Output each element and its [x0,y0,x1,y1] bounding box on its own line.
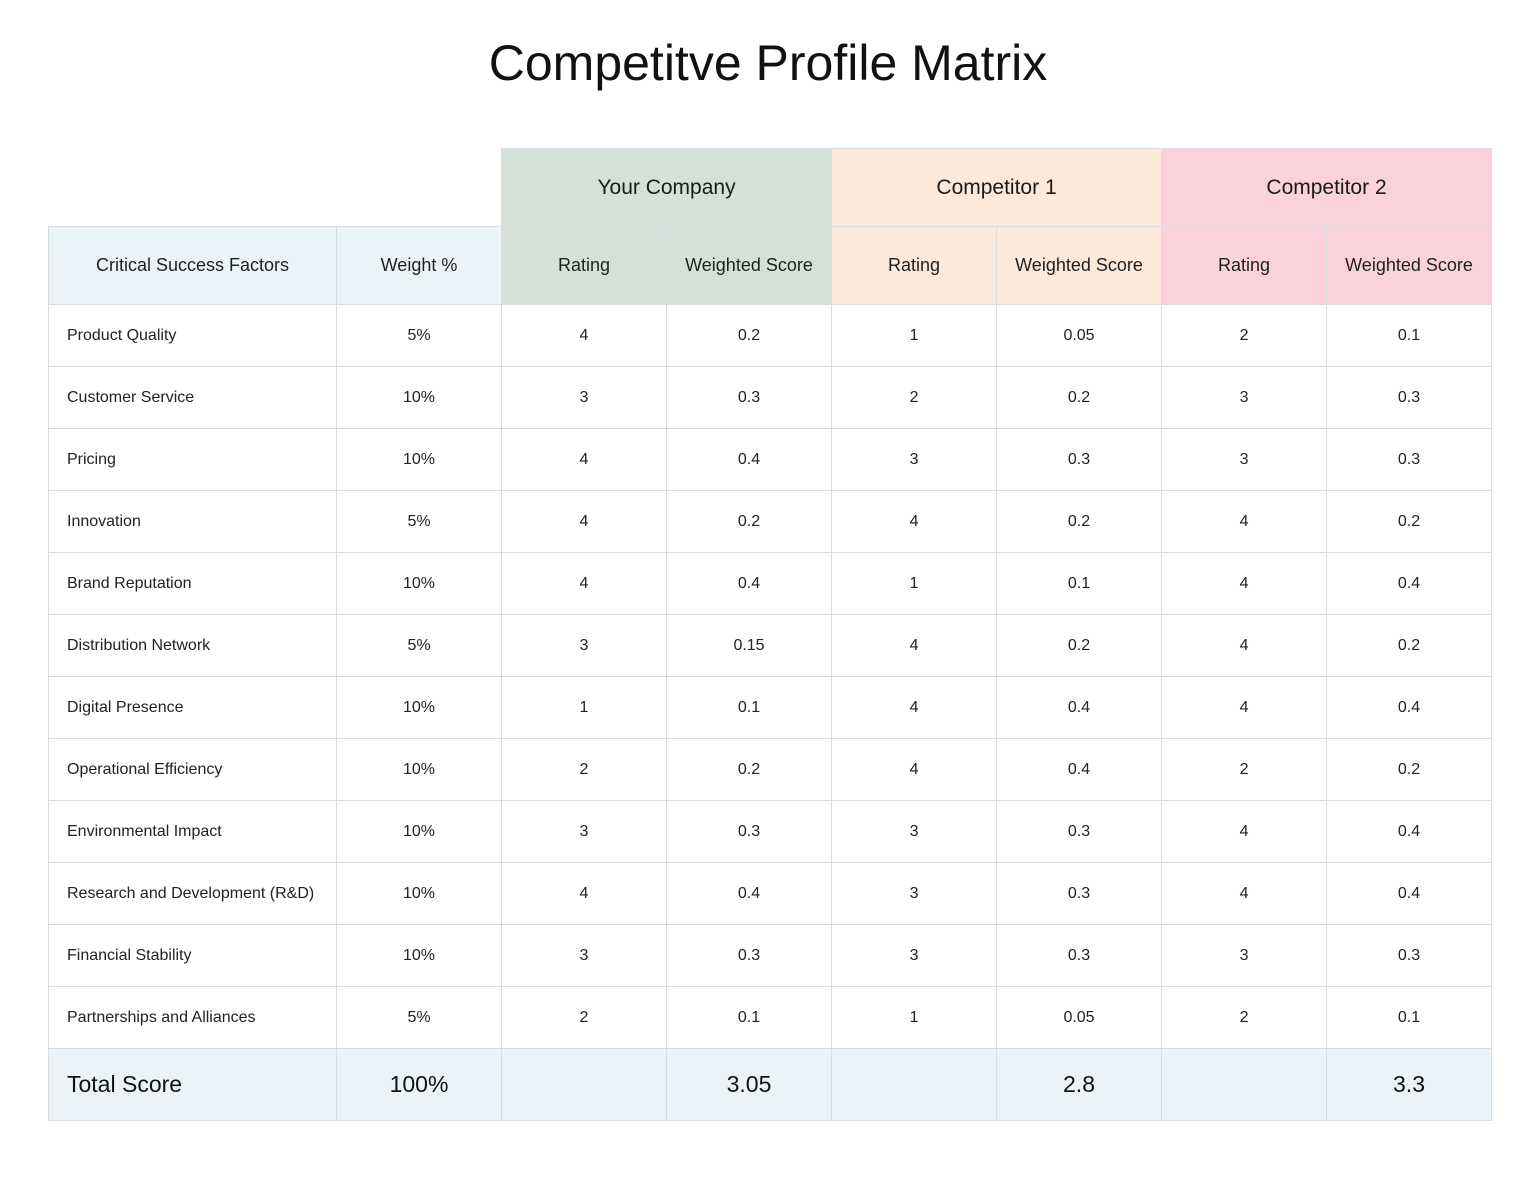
table-row [49,987,1492,1049]
cell-you-score: 0.2 [667,305,832,367]
cell-you-rating: 3 [502,925,667,987]
cell-c1-score: 0.3 [997,925,1162,987]
cell-c1-rating: 4 [832,615,997,677]
cell-you-rating: 4 [502,863,667,925]
cell-c1-score: 0.4 [997,677,1162,739]
table-row [49,615,1492,677]
cell-c2-rating: 4 [1162,863,1327,925]
cell-weight: 10% [337,801,502,863]
cell-weight: 10% [337,553,502,615]
cell-c2-score: 0.3 [1327,925,1492,987]
header-critical-success-factors: Critical Success Factors [49,227,337,305]
cell-c2-score: 0.4 [1327,801,1492,863]
cell-c1-score: 0.4 [997,739,1162,801]
cell-c2-score: 0.3 [1327,367,1492,429]
cell-you-rating: 3 [502,367,667,429]
cell-weight: 10% [337,677,502,739]
header-competitor-2-weighted-score: Weighted Score [1327,227,1492,305]
header-your-company-weighted-score: Weighted Score [667,227,832,305]
cell-c1-rating: 1 [832,987,997,1049]
cell-c1-score: 0.2 [997,367,1162,429]
group-header-spacer [49,149,337,227]
cell-c1-rating: 3 [832,429,997,491]
group-header-your-company: Your Company [502,149,832,227]
cell-c1-rating: 4 [832,491,997,553]
header-competitor-2-rating: Rating [1162,227,1327,305]
cell-c2-rating: 3 [1162,429,1327,491]
table-row [49,863,1492,925]
group-header-competitor-1: Competitor 1 [832,149,1162,227]
cell-you-rating: 2 [502,987,667,1049]
table-row [49,367,1492,429]
cell-weight: 10% [337,863,502,925]
competitive-profile-matrix-table [48,148,1492,1121]
total-c2-rating [1162,1049,1327,1121]
cell-c2-score: 0.4 [1327,863,1492,925]
group-header-row [49,149,1492,227]
column-header-row [49,227,1492,305]
cell-c1-rating: 1 [832,305,997,367]
cell-weight: 5% [337,305,502,367]
cell-weight: 5% [337,987,502,1049]
cell-you-score: 0.3 [667,925,832,987]
cell-you-score: 0.15 [667,615,832,677]
cell-weight: 10% [337,429,502,491]
cell-you-score: 0.2 [667,491,832,553]
cell-weight: 10% [337,367,502,429]
cell-you-score: 0.4 [667,863,832,925]
table-row [49,801,1492,863]
total-c1-rating [832,1049,997,1121]
table-row [49,553,1492,615]
cell-c1-score: 0.05 [997,305,1162,367]
cell-you-rating: 4 [502,553,667,615]
header-your-company-rating: Rating [502,227,667,305]
cell-you-score: 0.2 [667,739,832,801]
cell-c1-rating: 3 [832,801,997,863]
cell-you-rating: 4 [502,305,667,367]
cell-c2-rating: 3 [1162,367,1327,429]
cell-c1-score: 0.2 [997,615,1162,677]
cell-weight: 10% [337,739,502,801]
total-score-label: Total Score [49,1049,337,1121]
cell-factor: Digital Presence [49,677,337,739]
cell-factor: Financial Stability [49,925,337,987]
cell-c1-rating: 4 [832,677,997,739]
header-competitor-1-rating: Rating [832,227,997,305]
cell-c1-rating: 1 [832,553,997,615]
cell-factor: Distribution Network [49,615,337,677]
cell-weight: 5% [337,491,502,553]
cell-you-rating: 2 [502,739,667,801]
cell-factor: Product Quality [49,305,337,367]
table-row [49,739,1492,801]
cell-factor: Research and Development (R&D) [49,863,337,925]
cell-c2-score: 0.1 [1327,305,1492,367]
cell-c1-rating: 4 [832,739,997,801]
cell-c2-rating: 2 [1162,739,1327,801]
cell-c1-rating: 3 [832,925,997,987]
page-title: Competitve Profile Matrix [488,35,1048,91]
cell-c2-rating: 3 [1162,925,1327,987]
cell-c2-rating: 4 [1162,615,1327,677]
header-competitor-1-weighted-score: Weighted Score [997,227,1162,305]
cell-c1-rating: 3 [832,863,997,925]
table-row [49,677,1492,739]
cell-c2-rating: 4 [1162,677,1327,739]
cell-c1-score: 0.2 [997,491,1162,553]
cell-you-score: 0.3 [667,801,832,863]
total-row [49,1049,1492,1121]
cell-you-score: 0.3 [667,367,832,429]
table-row [49,491,1492,553]
cell-you-rating: 4 [502,429,667,491]
cell-c2-score: 0.2 [1327,491,1492,553]
cell-c1-score: 0.3 [997,863,1162,925]
cell-c2-score: 0.2 [1327,739,1492,801]
total-you-rating [502,1049,667,1121]
total-c2-score: 3.3 [1327,1049,1492,1121]
cell-c2-rating: 4 [1162,553,1327,615]
table-row [49,305,1492,367]
cell-c1-score: 0.3 [997,429,1162,491]
table-row [49,429,1492,491]
cell-factor: Operational Efficiency [49,739,337,801]
cell-c2-score: 0.3 [1327,429,1492,491]
group-header-spacer-2 [337,149,502,227]
cell-c1-score: 0.05 [997,987,1162,1049]
cell-you-score: 0.4 [667,429,832,491]
cell-c2-score: 0.4 [1327,553,1492,615]
cell-c1-score: 0.3 [997,801,1162,863]
total-c1-score: 2.8 [997,1049,1162,1121]
group-header-competitor-2: Competitor 2 [1162,149,1492,227]
matrix-container [48,148,1491,1121]
cell-weight: 10% [337,925,502,987]
cell-c1-rating: 2 [832,367,997,429]
cell-factor: Partnerships and Alliances [49,987,337,1049]
cell-you-rating: 1 [502,677,667,739]
cell-you-score: 0.1 [667,677,832,739]
table-row [49,925,1492,987]
cell-c2-rating: 4 [1162,801,1327,863]
cell-you-rating: 4 [502,491,667,553]
cell-c1-score: 0.1 [997,553,1162,615]
cell-c2-score: 0.4 [1327,677,1492,739]
cell-you-rating: 3 [502,615,667,677]
cell-factor: Customer Service [49,367,337,429]
cell-factor: Pricing [49,429,337,491]
cell-factor: Brand Reputation [49,553,337,615]
cell-factor: Environmental Impact [49,801,337,863]
cell-c2-score: 0.1 [1327,987,1492,1049]
cell-c2-rating: 4 [1162,491,1327,553]
cell-you-score: 0.1 [667,987,832,1049]
total-you-score: 3.05 [667,1049,832,1121]
cell-weight: 5% [337,615,502,677]
header-weight-percent: Weight % [337,227,502,305]
total-weight: 100% [337,1049,502,1121]
cell-c2-score: 0.2 [1327,615,1492,677]
cell-factor: Innovation [49,491,337,553]
cell-c2-rating: 2 [1162,987,1327,1049]
cell-you-score: 0.4 [667,553,832,615]
cell-c2-rating: 2 [1162,305,1327,367]
cell-you-rating: 3 [502,801,667,863]
